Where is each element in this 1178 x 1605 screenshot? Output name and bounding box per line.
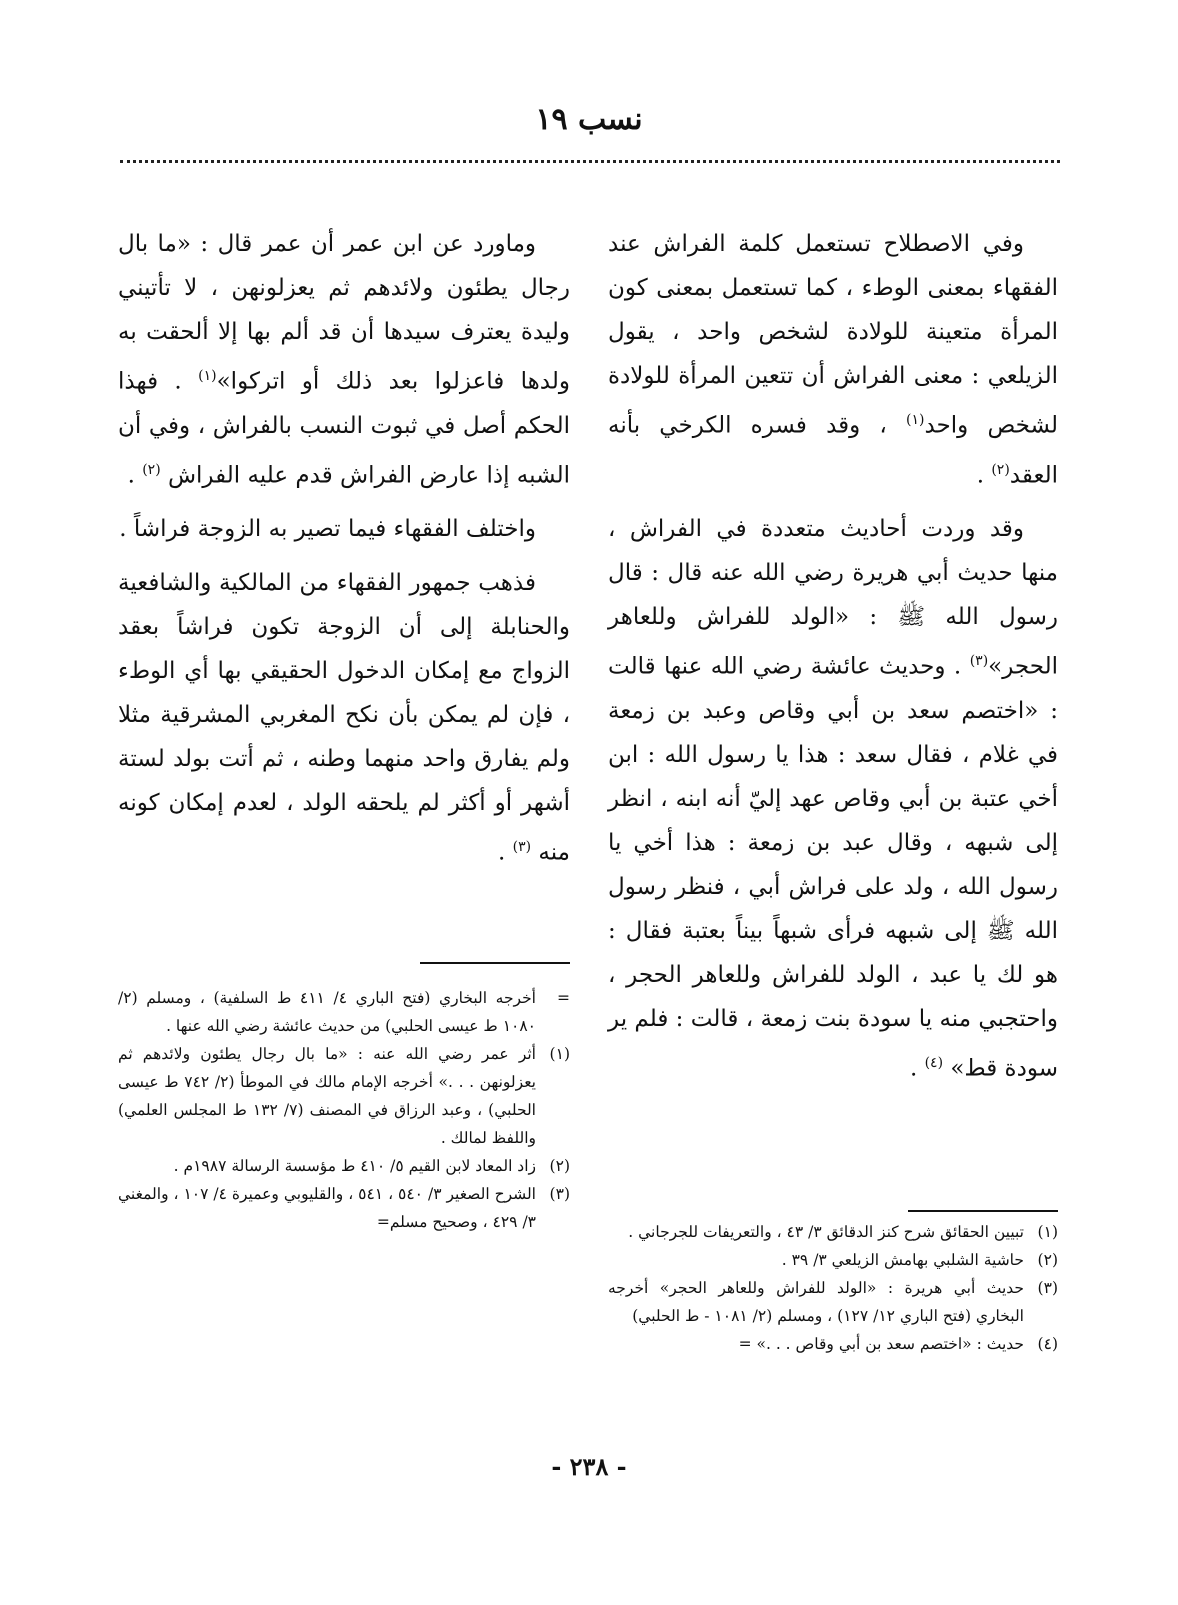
right-footnote-divider <box>908 1210 1058 1212</box>
footnote-number: (٢) <box>549 1157 570 1175</box>
footnote-item <box>118 1152 570 1180</box>
paragraph-hadiths <box>608 507 1058 1090</box>
footnote-ref: (٢) <box>991 461 1010 478</box>
footnote-item <box>608 1246 1058 1274</box>
header-dotted-divider <box>120 160 1060 163</box>
paragraph-majority-view <box>118 561 570 875</box>
footnote-item <box>608 1218 1058 1246</box>
footnote-item <box>118 1040 570 1152</box>
footnote-text: زاد المعاد لابن القيم ٥/ ٤١٠ ط مؤسسة الرسالة ١٩٨٧م . <box>173 1157 536 1175</box>
left-footnotes <box>118 984 570 1236</box>
footnote-number: = <box>557 989 570 1007</box>
paragraph-text: وقد وردت أحاديث متعددة في الفراش ، منها حديث أبي هريرة رضي الله عنه قال : قال رسول الله ﷺ : «الولد للفراش وللعاهر الحجر» <box>608 516 1059 680</box>
paragraph-text: . <box>498 839 506 866</box>
footnote-text: أثر عمر رضي الله عنه : «ما بال رجال يطئون ولائدهم ثم يعزلونهن . . .» أخرجه الإمام مالك في الموطأ (٢/ ٧٤٢ ط عيسى الحلبي) ، وعبد الرزاق في المصنف (٧/ ١٣٢ ط المجلس العلمي) واللفظ لمالك . <box>118 1045 536 1147</box>
footnote-item <box>608 1274 1058 1330</box>
paragraph-text: . فهذا الحكم أصل في ثبوت النسب بالفراش ، وفي أن الشبه إذا عارض الفراش قدم عليه الفراش <box>118 368 570 489</box>
paragraph-definition <box>608 222 1058 497</box>
paragraph-text: وماورد عن ابن عمر أن عمر قال : «ما بال رجال يطئون ولائدهم ثم يعزلونهن ، لا تأتيني وليدة يعترف سيدها أن قد ألم بها إلا ألحقت به ولدها فاعزلوا بعد ذلك أو اتركوا» <box>118 231 570 395</box>
footnote-number: (١) <box>1037 1223 1058 1241</box>
footnote-item <box>608 1330 1058 1358</box>
paragraph-text: . <box>127 462 135 489</box>
paragraph-disagreement: واختلف الفقهاء فيما تصير به الزوجة فراشاً . <box>119 516 536 543</box>
paragraph-ibn-umar <box>118 222 570 497</box>
footnote-ref: (٤) <box>924 1054 944 1071</box>
paragraph-text: ، وقد فسره الكرخي بأنه العقد <box>608 412 1058 489</box>
footnote-number: (٣) <box>549 1185 570 1203</box>
right-column <box>608 222 1058 1091</box>
footnote-number: (٤) <box>1037 1335 1058 1353</box>
paragraph-text: . <box>909 1055 918 1082</box>
footnote-ref: (٣) <box>512 839 532 856</box>
paragraph-text: . <box>976 462 985 489</box>
footnote-text: أخرجه البخاري (فتح الباري ٤/ ٤١١ ط السلفية) ، ومسلم (٢/ ١٠٨٠ ط عيسى الحلبي) من حديث عائشة رضي الله عنها . <box>118 989 536 1035</box>
page-title: نسب ١٩ <box>535 102 643 137</box>
footnote-ref: (١) <box>906 412 925 428</box>
footnote-ref: (٢) <box>142 461 161 478</box>
footnote-ref: (٣) <box>969 653 989 670</box>
left-column <box>118 222 570 875</box>
right-footnotes <box>608 1218 1058 1358</box>
footnote-text: حديث : «اختصم سعد بن أبي وقاص . . .» = <box>738 1335 1024 1353</box>
footnote-item <box>118 984 570 1040</box>
footnote-ref: (١) <box>198 368 217 384</box>
footnote-item <box>118 1180 570 1236</box>
paragraph-text: فذهب جمهور الفقهاء من المالكية والشافعية والحنابلة إلى أن الزوجة تكون فراشاً بعقد الزواج مع إمكان الدخول الحقيقي بها أي الوطء ، فإن لم يمكن بأن نكح المغربي المشرقية مثلا ولم يفارق واحد منهما وطنه ، ثم أتت بولد لستة أشهر أو أكثر لم يلحقه الولد ، لعدم إمكان كونه منه <box>118 570 570 866</box>
paragraph-text: وفي الاصطلاح تستعمل كلمة الفراش عند الفقهاء بمعنى الوطء ، كما تستعمل بمعنى كون المرأة متعينة للولادة لشخص واحد ، يقول الزيلعي : معنى الفراش أن تتعين المرأة للولادة لشخص واحد <box>608 231 1058 439</box>
footnote-text: تبيين الحقائق شرح كنز الدقائق ٣/ ٤٣ ، والتعريفات للجرجاني . <box>628 1223 1024 1241</box>
footnote-text: حديث أبي هريرة : «الولد للفراش وللعاهر الحجر» أخرجه البخاري (فتح الباري ١٢/ ١٢٧) ، ومسلم (٢/ ١٠٨١ - ط الحلبي) <box>608 1279 1024 1325</box>
page-number: - ٢٣٨ - <box>551 1452 627 1481</box>
paragraph-text: . وحديث عائشة رضي الله عنها قالت : «اختصم سعد بن أبي وقاص وعبد بن زمعة في غلام ، فقال سعد : هذا يا رسول الله : ابن أخي عتبة بن أبي وقاص عهد إليّ أنه ابنه ، انظر إلى شبهه ، وقال عبد بن زمعة : هذا أخي يا رسول الله ، ولد على فراش أبي ، فنظر رسول الله ﷺ إلى شبهه فرأى شبهاً بيناً بعتبة فقال : هو لك يا عبد ، الولد للفراش وللعاهر الحجر ، واحتجبي منه يا سودة بنت زمعة ، قالت : فلم ير سودة قط» <box>608 653 1058 1082</box>
footnote-number: (١) <box>549 1045 570 1063</box>
left-footnote-divider <box>420 962 570 964</box>
footnote-number: (٣) <box>1037 1279 1058 1297</box>
footnote-text: الشرح الصغير ٣/ ٥٤٠ ، ٥٤١ ، والقليوبي وعميرة ٤/ ١٠٧ ، والمغني ٣/ ٤٢٩ ، وصحيح مسلم= <box>118 1185 536 1231</box>
footnote-number: (٢) <box>1037 1251 1058 1269</box>
footnote-text: حاشية الشلبي بهامش الزيلعي ٣/ ٣٩ . <box>781 1251 1024 1269</box>
